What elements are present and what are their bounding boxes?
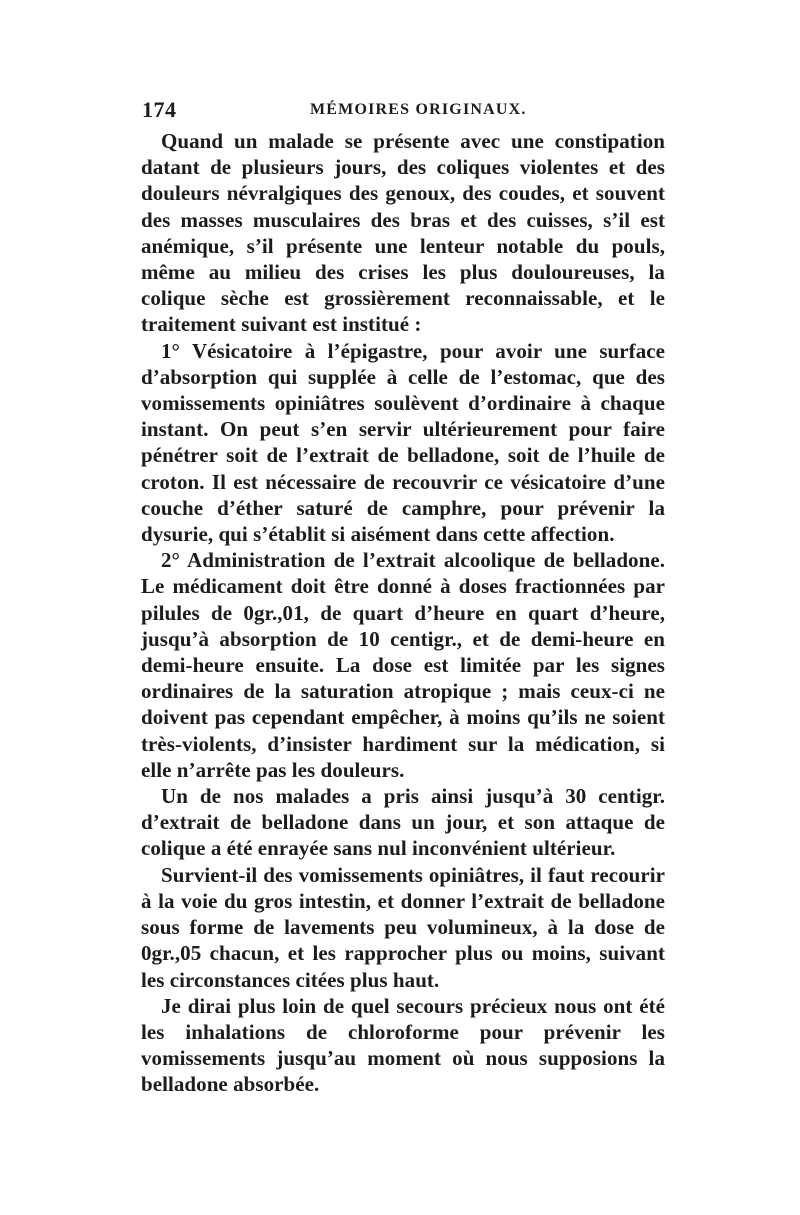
paragraph-vesicatoire: 1° Vésicatoire à l’épigastre, pour avoir une surface d’absorption qui supplée à celle de l’estomac, que des vomissements opiniâtres soulèvent d’ordinaire à chaque instant. On peut s’en servir ultérieurement pour faire pénétrer soit de l’extrait de belladone, soit de l’huile de croton. Il est nécessaire de recouvrir ce vésicatoire d’une couche d’éther saturé de camphre, pour prévenir la dysurie, qui s’établit si aisément dans cette affection. [141, 338, 665, 547]
page-number: 174 [142, 97, 177, 122]
running-title: MÉMOIRES ORIGINAUX. [310, 101, 527, 118]
paragraph-intro: Quand un malade se présente avec une constipation datant de plusieurs jours, des coliques violentes et des douleurs névralgiques des genoux, des coudes, et souvent des masses musculaires des bras et des cuisses, s’il est anémique, s’il présente une lenteur notable du pouls, même au milieu des crises les plus douloureuses, la colique sèche est grossièrement reconnaissable, et le traitement suivant est institué : [141, 129, 665, 337]
paragraph-example: Un de nos malades a pris ainsi jusqu’à 30 centigr. d’extrait de belladone dans un jour, et son attaque de colique a été enrayée sans nul inconvénient ultérieur. [141, 784, 665, 861]
body-text [141, 128, 665, 1098]
paragraph-chloroforme: Je dirai plus loin de quel secours précieux nous ont été les inhalations de chloroforme pour prévenir les vomissements jusqu’au moment où nous supposions la belladone absorbée. [141, 993, 665, 1097]
page-header [142, 97, 663, 127]
paragraph-vomissements: Survient-il des vomissements opiniâtres, il faut recourir à la voie du gros intestin, et donner l’extrait de belladone sous forme de lavements peu volumineux, à la dose de 0gr.,05 chacun, et les rapprocher plus ou moins, suivant les circonstances citées plus haut. [141, 862, 665, 992]
paragraph-administration: 2° Administration de l’extrait alcoolique de belladone. Le médicament doit être donné à doses fractionnées par pilules de 0gr.,01, de quart d’heure en quart d’heure, jusqu’à absorption de 10 centigr., et de demi-heure en demi-heure ensuite. La dose est limitée par les signes ordinaires de la saturation atropique ; mais ceux-ci ne doivent pas cependant empêcher, à moins qu’ils ne soient très-violents, d’insister hardiment sur la médication, si elle n’arrête pas les douleurs. [141, 548, 665, 782]
